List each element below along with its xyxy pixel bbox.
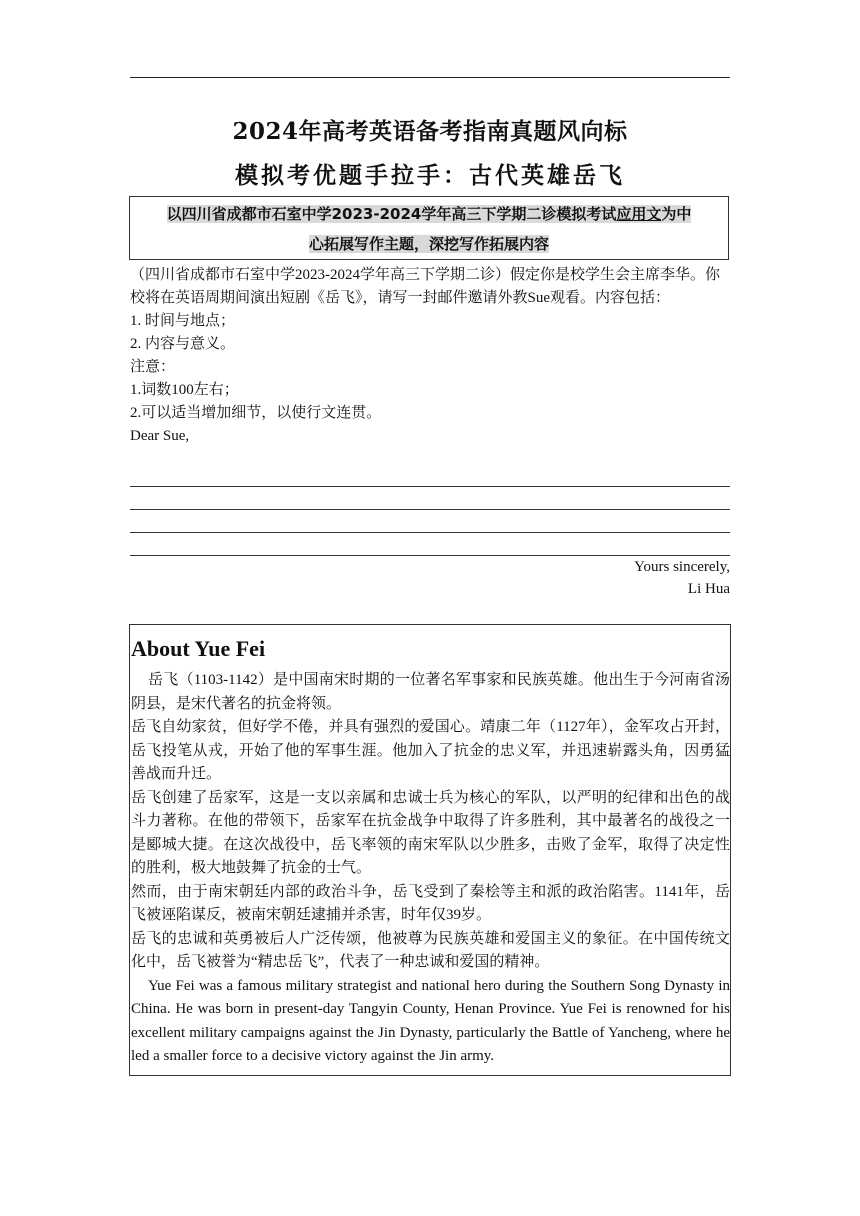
about-paragraph: 岳飞自幼家贫，但好学不倦，并具有强烈的爱国心。靖康二年（1127年），金军攻占开封，岳飞投笔从戎，开始了他的军事生涯。他加入了抗金的忠义军，并迅速崭露头角，因勇猛善战而升迁。 xyxy=(131,719,730,782)
topic-text-underlined: 应用文 xyxy=(616,205,662,223)
about-paragraph: 岳飞创建了岳家军，这是一支以亲属和忠诚士兵为核心的军队，以严明的纪律和出色的战斗力著称。在他的带领下，岳家军在抗金战争中取得了许多胜利，其中最著名的战役之一是郾城大捷。在这次战役中，岳飞率领的南宋军队以少胜多，击败了金军，取得了决定性的胜利，极大地鼓舞了抗金的士气。 xyxy=(131,789,730,876)
answer-line[interactable] xyxy=(130,486,730,487)
answer-line[interactable] xyxy=(130,532,730,533)
letter-sign-off: Yours sincerely, xyxy=(634,559,730,575)
header-rule xyxy=(130,77,730,78)
writing-prompt xyxy=(130,264,730,448)
prompt-note-1: 1.词数100左右； xyxy=(130,382,239,398)
letter-signature: Li Hua xyxy=(687,581,730,597)
about-heading: About Yue Fei xyxy=(131,636,266,661)
prompt-intro: （四川省成都市石室中学2023-2024学年高三下学期二诊）假定你是校学生会主席李华。你校将在英语周期间演出短剧《岳飞》，请写一封邮件邀请外教Sue观看。内容包括： xyxy=(130,267,720,306)
topic-text-line2: 心拓展写作主题，深挖写作拓展内容 xyxy=(308,235,549,253)
topic-text-part1: 以四川省成都市石室中学2023-2024学年高三下学期二诊模拟考试 xyxy=(166,205,617,223)
about-yue-fei-box xyxy=(129,624,731,1076)
topic-box xyxy=(129,196,729,260)
letter-greeting: Dear Sue, xyxy=(130,428,190,444)
about-paragraph-english: Yue Fei was a famous military strategist and national hero during the Southern Song Dynasty in China. He was born in present-day Tangyin County, Henan Province. Yue Fei is renowned for his excellent military campaigns against the Jin Dynasty, particularly the Battle of Yancheng, where he led a smaller force to a decisive victory against the Jin army. xyxy=(131,977,730,1064)
prompt-item-2: 2. 内容与意义。 xyxy=(130,336,236,352)
topic-text-part2: 为中 xyxy=(661,205,692,223)
prompt-note-label: 注意： xyxy=(130,359,176,375)
prompt-note-2: 2.可以适当增加细节，以使行文连贯。 xyxy=(130,405,382,421)
page-subtitle: 模拟考优题手拉手：古代英雄岳飞 xyxy=(235,162,625,189)
page-title: 2024年高考英语备考指南真题风向标 xyxy=(232,118,628,145)
answer-line[interactable] xyxy=(130,509,730,510)
prompt-item-1: 1. 时间与地点； xyxy=(130,313,236,329)
about-paragraph: 岳飞的忠诚和英勇被后人广泛传颂，他被尊为民族英雄和爱国主义的象征。在中国传统文化中，岳飞被誉为“精忠岳飞”，代表了一种忠诚和爱国的精神。 xyxy=(131,930,730,970)
about-paragraph: 然而，由于南宋朝廷内部的政治斗争，岳飞受到了秦桧等主和派的政治陷害。1141年，岳飞被诬陷谋反，被南宋朝廷逮捕并杀害，时年仅39岁。 xyxy=(131,883,730,923)
about-paragraph: 岳飞（1103-1142）是中国南宋时期的一位著名军事家和民族英雄。他出生于今河南省汤阴县，是宋代著名的抗金将领。 xyxy=(131,672,730,712)
answer-line[interactable] xyxy=(130,555,730,556)
